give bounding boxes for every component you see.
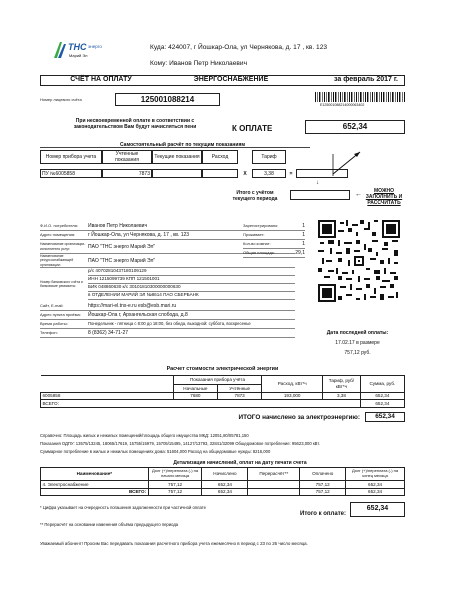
self-calc-meter: ПУ №6005858 xyxy=(40,169,102,178)
table-row xyxy=(41,400,405,408)
reg-label: Зарегистрировано: xyxy=(243,222,279,228)
address-label: Куда: xyxy=(150,44,167,51)
calc-grand-label: ИТОГО начислено за электроэнергию: xyxy=(238,414,360,421)
supplier-value: ПАО "ТНС энерго Марий Эл" xyxy=(88,257,156,264)
fio-value: Иванов Петр Николаевич xyxy=(88,223,148,229)
self-calc-title: Самостоятельный расчёт по текущим показаниям xyxy=(120,142,246,148)
fio-label: Ф.И.О. потребителя: xyxy=(40,222,79,228)
calc-group-header: Показания прибора учёта xyxy=(173,376,262,385)
detail-t-charged: 652,34 xyxy=(202,488,248,496)
logo-region: Марий Эл xyxy=(69,53,88,58)
self-calc-header xyxy=(40,150,286,164)
calc-h-tariff: Тариф, руб/кВт*ч xyxy=(323,376,361,393)
self-calc-total-label: Итого с учётом текущего периода xyxy=(232,190,278,202)
supplier-label: Наименование ресурсоснабжающей организации: xyxy=(40,254,74,267)
recipient-label: Кому: xyxy=(150,60,168,67)
self-calc-h-tariff: Тариф xyxy=(252,150,286,164)
live-value: 1 xyxy=(302,232,305,238)
table-row xyxy=(41,481,405,489)
self-calc-times: X xyxy=(243,170,247,177)
self-calc-equals: = xyxy=(289,170,293,177)
self-calc-side-note: МОЖНО ЗАПОЛНИТЬ И РАССЧИТАТЬ xyxy=(365,188,403,206)
self-calc-usage-input[interactable] xyxy=(202,169,238,178)
detail-t-end: 652,34 xyxy=(346,488,405,496)
office-label: Адрес пункта приёма: xyxy=(40,311,81,317)
self-calc-arrows xyxy=(330,148,370,178)
calc-title: Расчет стоимости электрической энергии xyxy=(166,366,279,372)
detail-row-name: 4. Электроснабжение xyxy=(41,481,149,489)
calc-tariff: 3,38 xyxy=(323,392,361,400)
bank-name: в ОТДЕЛЕНИИ МАРИЙ ЭЛ №8614 ПАО СБЕРБАНК xyxy=(88,292,295,300)
account-number: 125001088214 xyxy=(115,93,220,106)
detail-table xyxy=(40,467,405,496)
area-label: Общая площадь: xyxy=(243,249,276,255)
self-calc-h-usage: Расход xyxy=(202,150,238,164)
hours-label: Время работы: xyxy=(40,320,68,326)
logo-main: ТНС xyxy=(68,42,87,52)
left-arrow-icon: ← xyxy=(355,191,362,198)
residents-block xyxy=(243,222,305,258)
calc-total-label: ВСЕГО: xyxy=(41,400,361,408)
detail-total-pay-label: Итого к оплате: xyxy=(300,511,346,517)
rooms-value: 1 xyxy=(302,241,305,247)
brand-logo xyxy=(52,40,132,70)
detail-row-debt: 757,12 xyxy=(148,481,202,489)
reference-l3: Суммарное потребление в жилых и нежилых помещениях дома: 51604,000 Расход на общедомовые нужды: 8216,000 xyxy=(40,449,271,454)
calc-meter: 6005858 xyxy=(41,392,174,400)
self-calc-current-input[interactable] xyxy=(152,169,202,178)
detail-h-name: Наименование* xyxy=(41,468,149,481)
calc-sum: 652,34 xyxy=(360,392,404,400)
self-calc-row xyxy=(40,169,348,178)
detail-row-end: 652,34 xyxy=(346,481,405,489)
address-line xyxy=(150,44,327,52)
office-value: Йошкар-Ола г, Архангельская слобода, д.8 xyxy=(88,312,188,318)
self-calc-total-input[interactable] xyxy=(290,190,350,200)
calc-table xyxy=(40,375,405,408)
detail-t-paid: 757,12 xyxy=(300,488,346,496)
detail-row-charged: 652,34 xyxy=(202,481,248,489)
arrow-icon xyxy=(330,148,370,178)
calc-grand: 652,34 xyxy=(365,412,405,422)
detail-t-recalc xyxy=(248,488,300,496)
self-calc-h-meter: Номер прибора учета xyxy=(40,150,102,164)
down-arrow-icon: ↓ xyxy=(316,180,319,186)
reference-l1: Справочно: Площадь жилых и нежилых помещений/площадь общего имущества МКД: 12051,80/05781,150 xyxy=(40,433,249,438)
invoice-title: СЧЁТ НА ОПЛАТУ xyxy=(70,76,132,84)
addr-label: Адрес помещения: xyxy=(40,231,76,237)
footer-note: Уважаемый абонент! Просим Вас передавать показания расчетного прибора учета ежемесячно в период с 23 по 26 число месяца. xyxy=(40,541,308,546)
address-value: 424007, г Йошкар-Ола, ул Чернякова, д. 17 , кв. 123 xyxy=(168,44,328,51)
org-value: ПАО "ТНС энерго Марий Эл" xyxy=(88,243,156,250)
detail-t-debt: 757,12 xyxy=(148,488,202,496)
detail-row-paid: 757,12 xyxy=(300,481,346,489)
bank-bik: БИК 048860630 к/с 30101810300000000630 xyxy=(88,284,295,292)
barcode-icon xyxy=(315,92,405,102)
table-row xyxy=(41,392,405,400)
detail-total-label: ВСЕГО: xyxy=(41,488,149,496)
calc-start: 7680 xyxy=(173,392,217,400)
to-pay-label: К ОПЛАТЕ xyxy=(232,124,273,133)
invoice-header xyxy=(40,75,405,86)
detail-h-paid: Оплачено xyxy=(300,468,346,481)
detail-total-pay: 652,34 xyxy=(350,502,405,517)
last-payment-sum: 757,12 руб. xyxy=(344,350,371,356)
bank-label: Номер банковского счёта и банковские реквизиты: xyxy=(40,280,83,289)
qr-code-icon xyxy=(318,220,400,302)
recipient-value: Иванов Петр Николаевич xyxy=(169,60,248,67)
last-payment-label: Дата последней оплаты: xyxy=(326,330,389,336)
barcode-text: E125001088214000063402 xyxy=(320,103,365,107)
logo-mark-icon xyxy=(52,40,68,60)
to-pay-amount: 652,34 xyxy=(305,120,405,134)
self-calc-tariff: 3,38 xyxy=(252,169,286,178)
area-value: 29,1 xyxy=(295,250,305,256)
table-row xyxy=(41,488,405,496)
bank-inn: ИНН 1215099739 КПП 121501001 xyxy=(88,276,295,284)
calc-h-usage: Расход, кВт*ч xyxy=(262,376,323,393)
reference-l2: Показания ОДПУ: 13575/13245, 18065/17619, 15755/15979, 15705/15495, 14127/13793, 32841/32099 Общедомовое потребление: 95623,000 кВт. xyxy=(40,441,320,446)
hours-value: Понедельник - пятница с 8:00 до 18:00, без обеда, выходной: суббота, воскресенье xyxy=(88,321,251,327)
qr-code xyxy=(318,220,400,302)
phone-value: 8 (8362) 34-71-27 xyxy=(88,330,129,336)
calc-end: 7873 xyxy=(218,392,262,400)
recipient-line xyxy=(150,60,247,68)
detail-h-end: Долг (+)/переплата (-) на конец месяца xyxy=(346,468,405,481)
rooms-label: Кол-во комнат: xyxy=(243,240,271,246)
detail-note1: * Цифра указывает на очередность погашения задолженности при частичной оплате xyxy=(40,505,206,510)
last-payment-date: 17.02.17 в размере xyxy=(335,340,380,346)
detail-h-debt: Долг (+)/переплата (-) на начало месяца xyxy=(148,468,202,481)
calc-h-start: Начальные xyxy=(173,385,217,393)
calc-usage: 193,000 xyxy=(262,392,323,400)
org-label: Наименование организации-исполнителя услуг: xyxy=(40,242,86,251)
self-calc-h-cur: Текущие показания xyxy=(152,150,202,164)
calc-h-end: Учтённые xyxy=(218,385,262,393)
addr-value: г Йошкар-Ола, ул Чернякова, д. 17 , кв. 123 xyxy=(88,232,190,238)
calc-total: 652,34 xyxy=(360,400,404,408)
detail-title: Детализация начислений, оплат на дату печати счета xyxy=(173,460,307,466)
self-calc-reading: 7873 xyxy=(102,169,152,178)
detail-note2: ** Перерасчёт на основании изменения объёма предыдущего периода xyxy=(40,522,179,527)
barcode xyxy=(315,92,405,102)
self-calc-h-prev: Учтенные показания xyxy=(102,150,152,164)
detail-h-charged: Начислено xyxy=(202,468,248,481)
phone-label: Телефон: xyxy=(40,329,58,335)
site-label: Сайт, E-mail: xyxy=(40,302,64,308)
calc-h-sum: Сумма, руб. xyxy=(360,376,404,393)
detail-h-recalc: Перерасчёт** xyxy=(248,468,300,481)
bank-rs: р/с 40702810437180109129 xyxy=(88,268,295,276)
account-label: Номер лицевого счёта xyxy=(40,97,82,102)
invoice-period: за февраль 2017 г. xyxy=(334,76,398,84)
invoice-service: ЭНЕРГОСНАБЖЕНИЕ xyxy=(193,76,269,84)
live-label: Проживает: xyxy=(243,231,265,237)
site-value[interactable]: https://mari-el.tns-e.ru esb@esb.mari.ru xyxy=(88,303,177,309)
detail-row-recalc xyxy=(248,481,300,489)
logo-sub: энерго xyxy=(88,44,102,49)
reg-value: 1 xyxy=(302,223,305,229)
late-payment-note: При несвоевременной оплате в соответствии с законодательством Вам будут начисляться пени xyxy=(73,118,197,130)
